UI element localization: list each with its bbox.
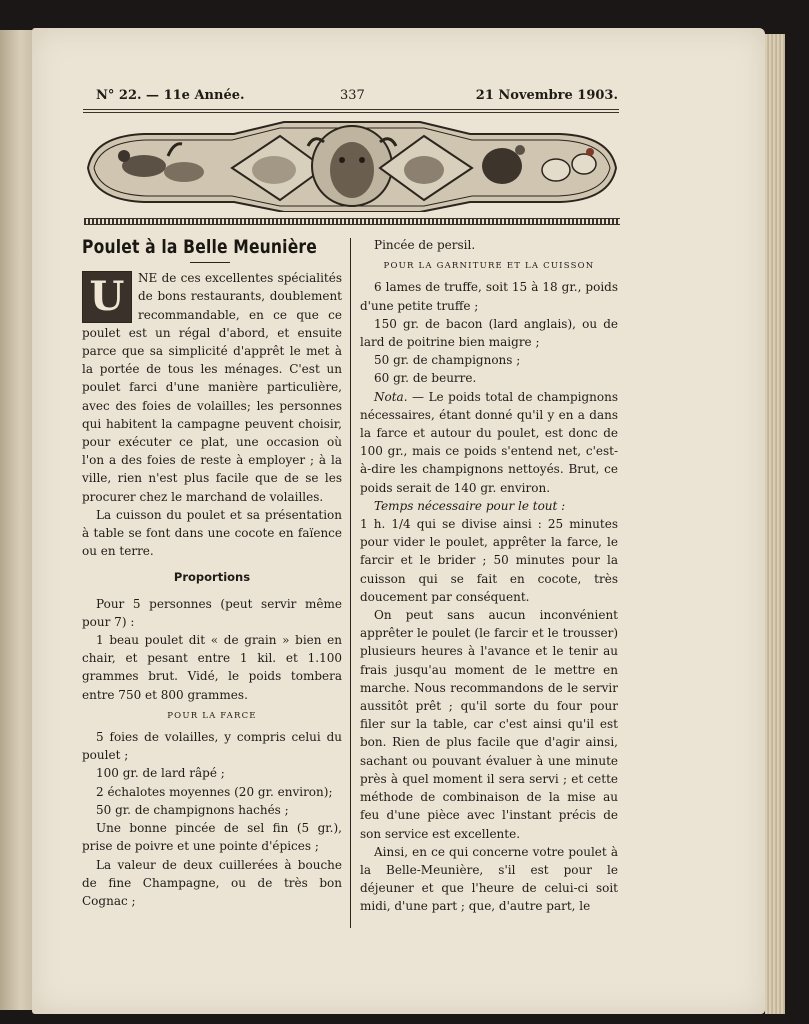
- garniture-item: 150 gr. de bacon (lard anglais), ou de lard de poitrine bien maigre ;: [360, 316, 618, 350]
- page-header: [96, 88, 618, 108]
- column-divider: [350, 238, 351, 928]
- farce-item: La valeur de deux cuillerées à bouche de fine Champagne, ou de très bon Cognac ;: [82, 857, 342, 908]
- intro-paragraph: [82, 269, 342, 506]
- ainsi-paragraph: Ainsi, en ce qui concerne votre poulet à la Belle-Meunière, s'il est pour le déjeuner et que l'heure de celui-ci soit midi, d'une part ; que, d'autre part, le: [360, 844, 618, 914]
- farce-item: 5 foies de volailles, y compris celui du poulet ;: [82, 730, 342, 763]
- left-page-edge: [0, 30, 35, 1010]
- dropcap: U: [82, 271, 132, 323]
- nota-paragraph: [360, 388, 618, 497]
- persons-line: Pour 5 personnes (peut servir même pour 7) :: [82, 596, 342, 629]
- farce-item: Une bonne pincée de sel fin (5 gr.), prise de poivre et une pointe d'épices ;: [82, 821, 342, 854]
- garniture-item: 6 lames de truffe, soit 15 à 18 gr., poids d'une petite truffe ;: [360, 280, 618, 313]
- farce-heading: POUR LA FARCE: [167, 710, 257, 721]
- decorative-banner: [84, 120, 620, 212]
- page-number: 337: [340, 88, 365, 103]
- cuisson-paragraph: La cuisson du poulet et sa présentation à table se font dans une cocote en faïence ou en terre.: [82, 507, 342, 559]
- temps-label: [360, 497, 618, 515]
- header-rule-2: [83, 112, 619, 113]
- farce-item: 100 gr. de lard râpé ;: [96, 766, 225, 781]
- issue-number: N° 22. — 11e Année.: [96, 88, 245, 103]
- left-column: [82, 236, 342, 910]
- page-stack-edge: [765, 34, 785, 1014]
- garniture-item: 50 gr. de champignons ;: [374, 353, 521, 368]
- garniture-heading: POUR LA GARNITURE ET LA CUISSON: [383, 261, 595, 272]
- header-rule: [83, 109, 619, 110]
- proportions-heading: Proportions: [173, 570, 251, 585]
- issue-date: 21 Novembre 1903.: [475, 88, 618, 103]
- poulet-line: 1 beau poulet dit « de grain » bien en chair, et pesant entre 1 kil. et 1.100 grammes brut. Vidé, le poids tombera entre 750 et 800 grammes.: [82, 633, 342, 702]
- article-title: Poulet à la Belle Meunière: [82, 236, 318, 258]
- banner-rule: [84, 218, 620, 225]
- nota-text: — Le poids total de champignons nécessaires, étant donné qu'il y en a dans la farce et autour du poulet, est donc de 100 gr., mais ce poids s'entend net, c'est-à-dire les champignons nettoyés. Brut, ce poids serait de 140 gr. environ.: [360, 389, 618, 495]
- right-column: [360, 236, 618, 916]
- on-peut-paragraph: On peut sans aucun inconvénient apprêter le poulet (le farcir et le trousser) plusieurs heures à l'avance et le tenir au frais jusqu'au moment de le mettre en marche. Nous recommandons de le servir aussitôt prêt ; qu'il sorte du four pour filer sur la table, car c'est ainsi qu'il est bon. Rien de plus facile que d'agir ainsi, sachant ou pouvant évaluer à une minute près à quel moment il sera servi ; et cette méthode de combinaison de la mise au feu d'une pièce avec l'instant précis de son service est excellente.: [360, 608, 618, 841]
- temps-label-text: Temps nécessaire pour le tout :: [374, 498, 566, 513]
- garniture-item: 60 gr. de beurre.: [374, 371, 477, 386]
- nota-label: Nota.: [374, 389, 408, 404]
- persil-line: Pincée de persil.: [374, 238, 476, 252]
- intro-text: NE de ces excellentes spécialités de bons restaurants, doublement recommandable, en ce que ce poulet est un régal d'abord, et ensuite parce que sa simplicité d'apprêt le met à la portée de tous les ménages. C'est un poulet farci d'une manière particulière, avec des foies de volailles; les personnes qui habitent la campagne peuvent choisir, pour exécuter ce plat, une occasion où l'on a des foies de reste à employer ; à la ville, rien n'est plus facile que de se les procurer chez le marchand de volailles.: [82, 271, 342, 504]
- temps-paragraph: 1 h. 1/4 qui se divise ainsi : 25 minutes pour vider le poulet, apprêter la farce, le farcir et le brider ; 50 minutes pour la cuisson qui se fait en cocote, très doucement par conséquent.: [360, 517, 618, 604]
- title-rule: [190, 262, 230, 263]
- farce-item: 2 échalotes moyennes (20 gr. environ);: [96, 784, 333, 799]
- farce-item: 50 gr. de champignons hachés ;: [96, 802, 289, 817]
